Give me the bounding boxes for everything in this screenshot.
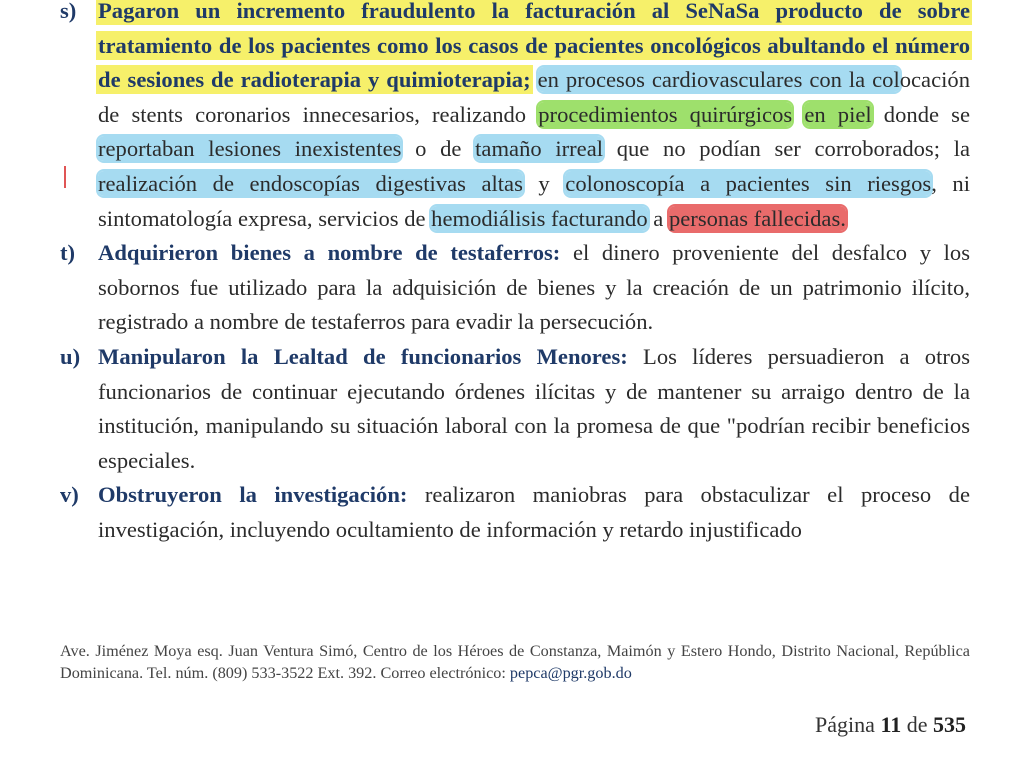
item-text: a [647, 205, 669, 231]
highlighted-text: procedimientos quirúrgicos [538, 101, 793, 127]
highlighted-text: en piel [804, 101, 872, 127]
item-heading: Manipularon la Lealtad de funcionarios Menores: [98, 343, 628, 369]
footer-email[interactable]: pepca@pgr.gob.do [509, 664, 632, 682]
item-body [98, 236, 970, 340]
highlighted-text: colonoscopía a pacientes sin riesgos [565, 170, 932, 196]
item-marker: t) [60, 240, 76, 266]
highlighted-text: en procesos cardiovasculares con la col [537, 67, 900, 93]
item-body [98, 340, 970, 478]
page-current: 11 [880, 712, 902, 737]
list-item [60, 340, 970, 478]
item-marker: s) [60, 0, 77, 23]
item-body [98, 478, 970, 547]
list-item [60, 236, 970, 340]
highlighted-text: tamaño irreal [475, 136, 604, 162]
item-heading: Obstruyeron la investigación: [98, 482, 408, 508]
item-text: ocación de stents coronarios innecesarios, realizando [98, 67, 970, 127]
highlighted-text: Pagaron un incremento fraudulento la facturación al SeNaSa producto de sobre tratamiento de los pacientes como los casos de pacientes oncológicos abultando el número de sesiones de radioterapia y quimioterapia; [98, 0, 970, 93]
list-item [60, 478, 970, 547]
highlighted-text: personas fallecidas. [668, 205, 846, 231]
highlighted-text: hemodiálisis facturando [431, 205, 648, 231]
item-text: el dinero proveniente del desfalco y los sobornos fue utilizado para la adquisición de bienes y la creación de un patrimonio ilícito, registrado a nombre de testaferros para evadir la persecución. [98, 240, 971, 335]
list [60, 0, 970, 548]
page-of: de [906, 712, 928, 737]
item-text: Los líderes persuadieron a otros funcionarios de continuar ejecutando órdenes ilícitas y de mantener su arraigo dentro de la institución, manipulando su situación laboral con la promesa de que "podrían recibir beneficios especiales. [98, 343, 970, 473]
item-text: que no podían ser corroborados; la [603, 136, 971, 162]
item-marker: u) [60, 343, 81, 369]
item-text [531, 67, 538, 92]
item-text: donde se [871, 101, 970, 127]
highlighted-text: realización de endoscopías digestivas altas [98, 170, 523, 196]
page-number [815, 712, 966, 738]
footer-address-text: Ave. Jiménez Moya esq. Juan Ventura Simó, Centro de los Héroes de Constanza, Maimón y Estero Hondo, Distrito Nacional, República Dominicana. Tel. núm. (809) 533-3522 Ext. 392. Correo electrónico: [60, 642, 970, 682]
item-body [98, 0, 970, 236]
page-label: Página [815, 712, 875, 737]
item-marker: v) [60, 482, 79, 508]
list-item [60, 0, 970, 236]
highlighted-text: reportaban lesiones inexistentes [98, 136, 402, 162]
item-heading: Adquirieron bienes a nombre de testaferros: [98, 240, 561, 266]
item-text [792, 102, 804, 127]
item-text: realizaron maniobras para obstaculizar el proceso de investigación, incluyendo ocultamiento de información y retardo injustificado [98, 482, 970, 542]
page-total: 535 [933, 712, 966, 737]
footer-address [60, 640, 970, 684]
item-text: y [522, 170, 566, 196]
item-text: o de [401, 136, 476, 162]
item-text: , ni sintomatología expresa, servicios de [98, 170, 971, 231]
